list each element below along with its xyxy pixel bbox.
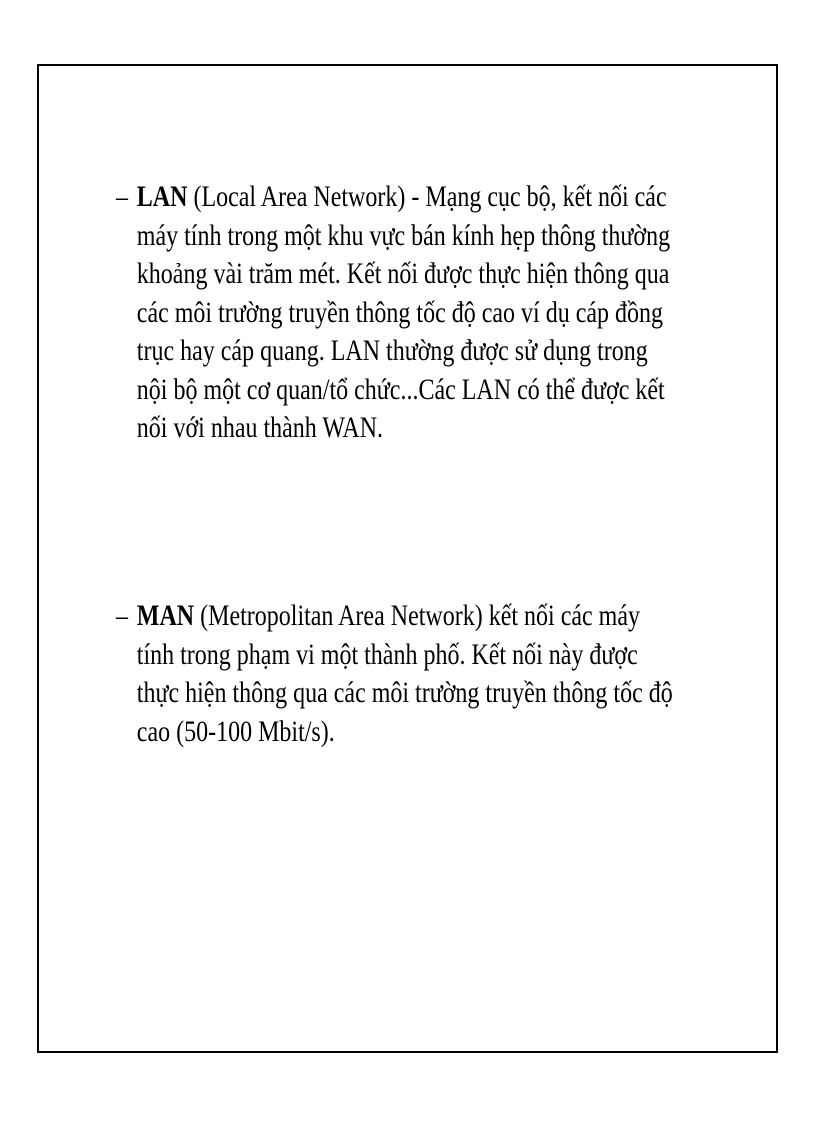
bullet-man-line-3: thực hiện thông qua các môi trường truyền thông tốc độ: [136, 676, 673, 709]
bullet-man-text-1: (Metropolitan Area Network) kết nối các máy: [194, 599, 640, 632]
bullet-dash: –: [116, 599, 128, 632]
bullet-lan-line-1: [116, 178, 726, 217]
bullet-lan-line-5: trục hay cáp quang. LAN thường được sử dụng trong: [136, 334, 648, 367]
bullet-lan-line-3: khoảng vài trăm mét. Kết nối được thực hiện thông qua: [136, 257, 670, 290]
bullet-lan: [116, 178, 726, 448]
bullet-man-line-4: cao (50-100 Mbit/s).: [136, 714, 335, 748]
bullet-man: [116, 597, 726, 751]
bullet-dash: –: [116, 180, 128, 213]
term-lan: LAN: [136, 180, 188, 213]
bullet-lan-line-7: nối với nhau thành WAN.: [136, 411, 384, 444]
bullet-man-line-2: tính trong phạm vi một thành phố. Kết nối này được: [136, 637, 638, 671]
term-man: MAN: [136, 599, 195, 632]
bullet-lan-line-2: máy tính trong một khu vực bán kính hẹp thông thường: [136, 218, 671, 252]
bullet-lan-line-6: nội bộ một cơ quan/tổ chức...Các LAN có thể được kết: [136, 372, 665, 406]
bullet-lan-text-1: (Local Area Network) - Mạng cục bộ, kết nối các: [187, 180, 667, 213]
bullet-lan-line-4: các môi trường truyền thông tốc độ cao ví dụ cáp đồng: [136, 295, 664, 329]
bullet-man-line-1: [116, 597, 726, 636]
